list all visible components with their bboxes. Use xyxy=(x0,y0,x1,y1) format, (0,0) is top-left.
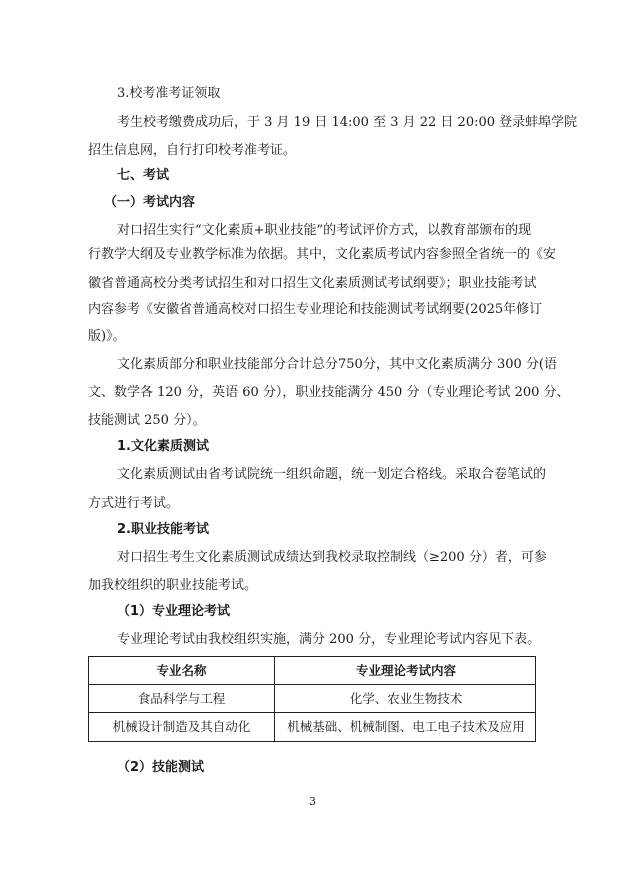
paragraph-line: 文化素质测试由省考试院统一组织命题，统一划定合格线。采取合卷笔试的 xyxy=(117,467,547,482)
table-row xyxy=(89,713,535,741)
paragraph-line: 文化素质部分和职业技能部分合计总分750分，其中文化素质满分 300 分(语 xyxy=(117,357,557,372)
culture-test-heading: 1.文化素质测试 xyxy=(117,439,209,454)
table-header-cell: 专业理论考试内容 xyxy=(355,663,456,678)
page-number: 3 xyxy=(309,795,316,808)
theory-exam-heading: （1）专业理论考试 xyxy=(117,604,231,619)
paragraph-line: 考生校考缴费成功后，于 3 月 19 日 14:00 至 3 月 22 日 20:00 登录蚌埠学院 xyxy=(117,115,578,130)
skill-test-heading: （2）技能测试 xyxy=(117,760,205,775)
paragraph-line: 内容参考《安徽省普通高校对口招生专业理论和技能测试考试纲要(2025年修订 xyxy=(88,302,543,317)
paragraph-line: 招生信息网，自行打印校考准考证。 xyxy=(88,143,297,158)
skill-exam-heading: 2.职业技能考试 xyxy=(117,522,209,537)
theory-exam-table xyxy=(88,656,536,742)
paragraph-line: 版)》。 xyxy=(88,329,126,344)
paragraph-line: 加我校组织的职业技能考试。 xyxy=(88,578,258,593)
table-row xyxy=(89,685,535,713)
paragraph-line: 对口招生实行“文化素质+职业技能”的考试评价方式，以教育部颁布的现 xyxy=(117,223,532,238)
paragraph-line: 行教学大纲及专业教学标准为依据。其中，文化素质考试内容参照全省统一的《安 xyxy=(88,247,557,262)
paragraph-line: 徽省普通高校分类考试招生和对口招生文化素质测试考试纲要》；职业技能考试 xyxy=(88,276,537,291)
paragraph-line: 专业理论考试由我校组织实施，满分 200 分，专业理论考试内容见下表。 xyxy=(117,632,541,647)
table-cell: 化学、农业生物技术 xyxy=(349,691,463,706)
table-cell: 食品科学与工程 xyxy=(89,685,275,713)
subsection-1-heading: （一）考试内容 xyxy=(104,195,196,210)
section-7-heading: 七、考试 xyxy=(117,168,170,183)
table-header-row xyxy=(89,657,535,685)
paragraph-line: 技能测试 250 分）。 xyxy=(88,413,206,428)
paragraph-line: 方式进行考试。 xyxy=(88,496,180,511)
table-header-cell: 专业名称 xyxy=(89,657,275,685)
paragraph-line: 对口招生考生文化素质测试成绩达到我校录取控制线（≥200 分）者，可参 xyxy=(117,550,547,565)
table-cell: 机械设计制造及其自动化 xyxy=(89,713,275,741)
paragraph-line: 文、数学各 120 分，英语 60 分），职业技能满分 450 分（专业理论考试 200 分、 xyxy=(88,385,570,400)
table-cell: 机械基础、机械制图、电工电子技术及应用 xyxy=(287,719,525,734)
section-3-heading: 3.校考准考证领取 xyxy=(117,86,221,101)
